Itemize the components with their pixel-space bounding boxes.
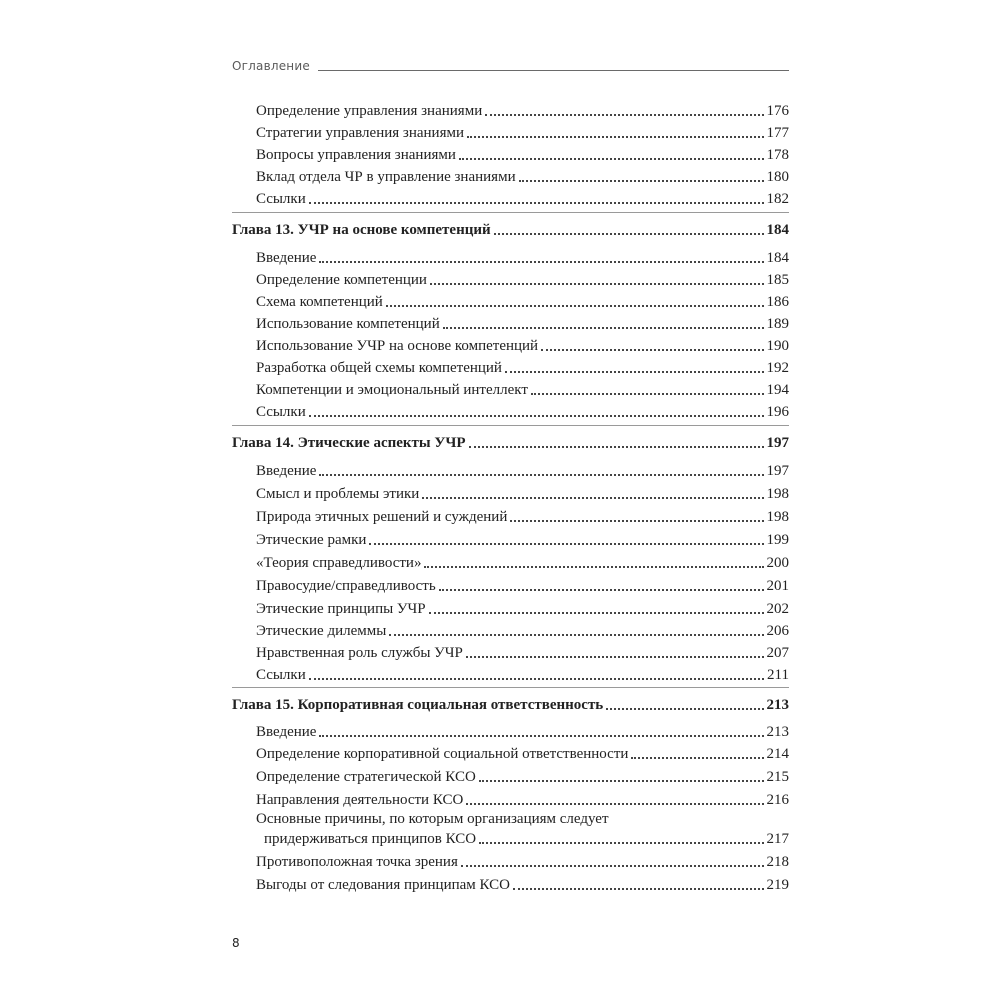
leader-dots [439, 589, 764, 591]
toc-entry-title: Введение [256, 724, 317, 740]
toc-entry-title: Ссылки [256, 404, 306, 420]
toc-entry[interactable] [256, 662, 789, 684]
toc-entry[interactable] [256, 289, 789, 311]
toc-entry-title: Противоположная точка зрения [256, 854, 458, 870]
toc-chapter-13[interactable] [232, 217, 789, 239]
toc-entry-page: 199 [766, 532, 789, 548]
toc-entry-title: Стратегии управления знаниями [256, 125, 464, 141]
toc-entry-title-line1: Основные причины, по которым организациям следует [256, 811, 609, 827]
toc-entry[interactable] [256, 333, 789, 355]
leader-dots [505, 371, 764, 373]
leader-dots [494, 233, 764, 235]
chapter-title: Глава 15. Корпоративная социальная ответственность [232, 697, 604, 713]
toc-entry-page: 215 [766, 769, 789, 785]
toc-entry-title: Выгоды от следования принципам КСО [256, 877, 511, 893]
toc-entry-title: Введение [256, 463, 317, 479]
toc-entry-title: Этические дилеммы [256, 623, 387, 639]
leader-dots [461, 865, 764, 867]
leader-dots [479, 842, 763, 844]
toc-entry-title: Использование УЧР на основе компетенций [256, 338, 539, 354]
leader-dots [467, 136, 764, 138]
toc-entry-page: 201 [766, 578, 789, 594]
toc-entry[interactable] [256, 719, 789, 741]
toc-entry-page: 211 [767, 667, 789, 683]
leader-dots [319, 474, 763, 476]
leader-dots [466, 656, 764, 658]
toc-entry-title: Правосудие/справедливость [256, 578, 436, 594]
toc-entry-page: 189 [766, 316, 789, 332]
leader-dots [519, 180, 764, 182]
toc-entry-title: Введение [256, 250, 317, 266]
toc-entry[interactable] [256, 245, 789, 267]
toc-entry-page: 196 [766, 404, 789, 420]
leader-dots [485, 114, 763, 116]
toc-entry-multiline[interactable] [256, 810, 789, 850]
toc-entry-title: Направления деятельности КСО [256, 792, 464, 808]
toc-entry-title: Вклад отдела ЧР в управление знаниями [256, 169, 516, 185]
toc-entry-title: Определение стратегической КСО [256, 769, 476, 785]
toc-entry-page: 216 [766, 792, 789, 808]
toc-entry-line2 [256, 830, 789, 848]
toc-entry-page: 200 [766, 555, 789, 571]
leader-dots [386, 305, 764, 307]
toc-entry-title-line2: придерживаться принципов КСО [264, 831, 477, 847]
leader-dots [466, 803, 763, 805]
toc-entry[interactable] [256, 311, 789, 333]
toc-entry-page: 218 [766, 854, 789, 870]
toc-entry[interactable] [256, 596, 789, 618]
toc-entry-title: Смысл и проблемы этики [256, 486, 420, 502]
toc-entry-title: Использование компетенций [256, 316, 440, 332]
page-number: 8 [232, 936, 240, 950]
leader-dots [469, 446, 764, 448]
chapter-page: 197 [766, 435, 789, 451]
toc-entry-title: Определение управления знаниями [256, 103, 483, 119]
leader-dots [541, 349, 763, 351]
leader-dots [459, 158, 764, 160]
toc-entry-page: 217 [766, 831, 789, 847]
chapter-page: 184 [766, 222, 789, 238]
leader-dots [309, 415, 764, 417]
toc-entry-page: 197 [766, 463, 789, 479]
leader-dots [424, 566, 763, 568]
toc-entry-title: Природа этичных решений и суждений [256, 509, 508, 525]
toc-entry-page: 214 [766, 746, 789, 762]
leader-dots [606, 708, 763, 710]
toc-entry-page: 184 [766, 250, 789, 266]
toc-entry[interactable] [256, 267, 789, 289]
toc-entry[interactable] [256, 458, 789, 480]
toc-entry-title: Схема компетенций [256, 294, 383, 310]
toc-entry[interactable] [256, 142, 789, 164]
leader-dots [513, 888, 763, 890]
toc-entry-page: 219 [766, 877, 789, 893]
running-header [232, 53, 789, 73]
toc-entry-page: 182 [766, 191, 789, 207]
toc-entry-title: Ссылки [256, 191, 306, 207]
toc-entry-page: 207 [766, 645, 789, 661]
toc-entry-page: 213 [766, 724, 789, 740]
toc-entry[interactable] [256, 481, 789, 503]
toc-entry-title: «Теория справедливости» [256, 555, 422, 571]
toc-chapter-14[interactable] [232, 430, 789, 452]
toc-entry-page: 192 [766, 360, 789, 376]
leader-dots [309, 202, 764, 204]
toc-entry[interactable] [256, 186, 789, 208]
leader-dots [479, 780, 764, 782]
leader-dots [389, 634, 763, 636]
toc-entry-page: 198 [766, 486, 789, 502]
chapter-title: Глава 14. Этические аспекты УЧР [232, 435, 466, 451]
chapter-separator [232, 425, 789, 426]
toc-entry[interactable] [256, 399, 789, 421]
toc-entry[interactable] [256, 741, 789, 763]
toc-entry[interactable] [256, 164, 789, 186]
toc-entry-title: Этические рамки [256, 532, 367, 548]
toc-entry-page: 198 [766, 509, 789, 525]
chapter-separator [232, 212, 789, 213]
leader-dots [422, 497, 763, 499]
toc-entry[interactable] [256, 640, 789, 662]
chapter-title: Глава 13. УЧР на основе компетенций [232, 222, 491, 238]
toc-entry[interactable] [256, 120, 789, 142]
header-title: Оглавление [232, 59, 310, 73]
toc-entry[interactable] [256, 527, 789, 549]
toc-entry-page: 206 [766, 623, 789, 639]
toc-entry[interactable] [256, 355, 789, 377]
toc-entry-page: 194 [766, 382, 789, 398]
toc-entry-page: 186 [766, 294, 789, 310]
toc-entry[interactable] [256, 787, 789, 809]
header-rule [318, 70, 789, 71]
toc-entry[interactable] [256, 377, 789, 399]
toc-entry[interactable] [256, 573, 789, 595]
toc-entry-title: Вопросы управления знаниями [256, 147, 456, 163]
toc-entry-page: 190 [766, 338, 789, 354]
toc-entry[interactable] [256, 98, 789, 120]
toc-entry-title: Компетенции и эмоциональный интеллект [256, 382, 528, 398]
chapter-page: 213 [766, 697, 789, 713]
leader-dots [319, 261, 763, 263]
toc-entry[interactable] [256, 872, 789, 894]
leader-dots [510, 520, 763, 522]
toc-entry-page: 177 [766, 125, 789, 141]
toc-entry-page: 180 [766, 169, 789, 185]
toc-entry-title: Ссылки [256, 667, 306, 683]
leader-dots [443, 327, 764, 329]
leader-dots [631, 757, 763, 759]
leader-dots [531, 393, 764, 395]
toc-entry[interactable] [256, 550, 789, 572]
leader-dots [309, 678, 764, 680]
leader-dots [369, 543, 763, 545]
toc-entry[interactable] [256, 618, 789, 640]
toc-entry[interactable] [256, 504, 789, 526]
toc-entry-title: Разработка общей схемы компетенций [256, 360, 502, 376]
leader-dots [319, 735, 763, 737]
toc-entry-page: 202 [766, 601, 789, 617]
leader-dots [430, 283, 764, 285]
toc-entry-page: 185 [766, 272, 789, 288]
chapter-separator [232, 687, 789, 688]
toc-entry-title: Этические принципы УЧР [256, 601, 426, 617]
toc-entry[interactable] [256, 764, 789, 786]
toc-entry-page: 178 [766, 147, 789, 163]
toc-entry-title: Нравственная роль службы УЧР [256, 645, 463, 661]
toc-entry-title: Определение компетенции [256, 272, 427, 288]
leader-dots [429, 612, 764, 614]
toc-entry[interactable] [256, 849, 789, 871]
toc-entry-title: Определение корпоративной социальной ответственности [256, 746, 629, 762]
toc-entry-page: 176 [766, 103, 789, 119]
toc-chapter-15[interactable] [232, 692, 789, 714]
